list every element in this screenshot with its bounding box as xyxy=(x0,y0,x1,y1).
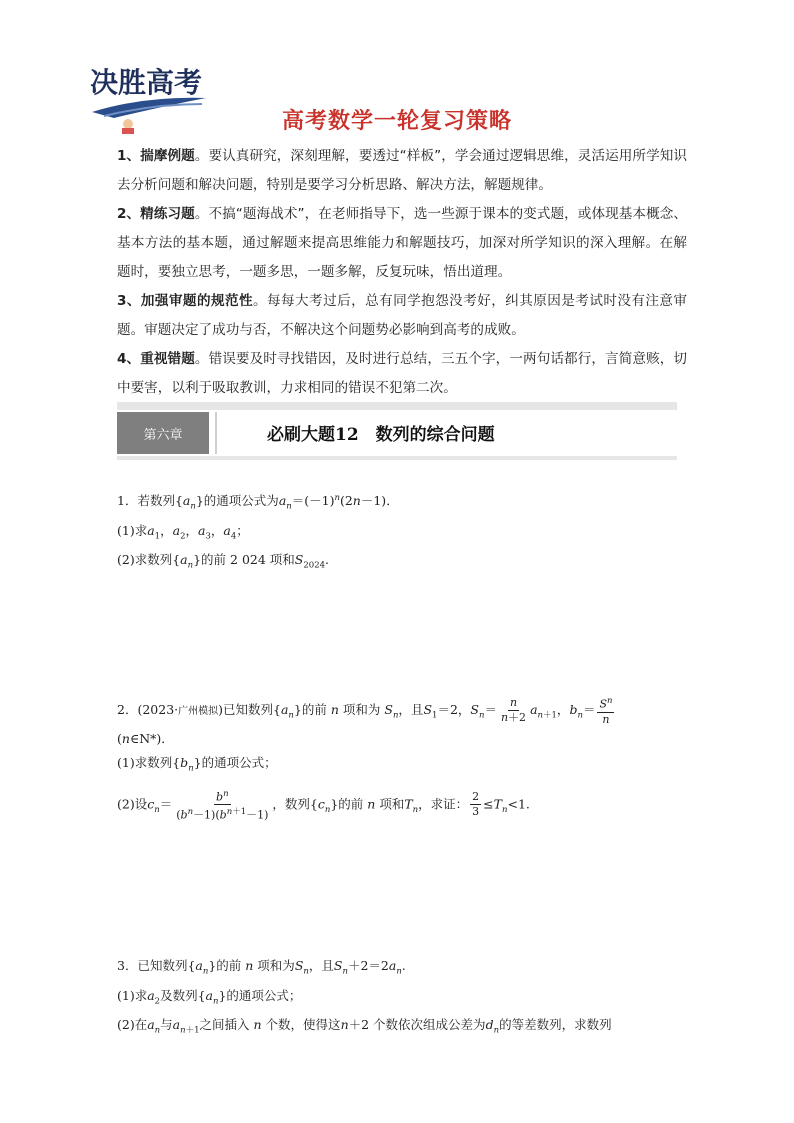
question-2 xyxy=(117,694,682,823)
q1-stem: 1．若数列$\{a_n\}$的通项公式为$a_n=(-1)^n(2n-1)$． xyxy=(117,493,399,512)
banner-bottom-rule xyxy=(117,456,677,460)
q1-part-2: (2)求数列$\{a_n\}$的前 2 024 项和$S_{2024}$. xyxy=(117,552,329,571)
chapter-banner xyxy=(117,402,677,460)
q1-part-1: (1)求$a_1$，$a_2$，$a_3$，$a_4$； xyxy=(117,522,249,542)
q2-part-1: (1)求数列$\{b_n\}$的通项公式； xyxy=(117,755,277,774)
q2-stem-cont: (n∈N*)． xyxy=(117,731,174,747)
document-title: 高考数学一轮复习策略 xyxy=(281,109,512,134)
q3-stem: 3．已知数列$\{a_n\}$的前 n 项和为$S_n$，且$S_n+2=2a_n$. xyxy=(117,958,406,977)
banner-top-rule xyxy=(117,402,677,410)
chapter-tab: 第六章 xyxy=(117,412,209,454)
question-3 xyxy=(117,954,682,1043)
q3-part-2: (2)在$a_n$与$a_{n+1}$之间插入 n 个数，使得这n＋2 个数依次组成公差为$d_n$的等差数列，求数列 xyxy=(117,1017,612,1036)
banner-divider xyxy=(215,412,217,454)
tip-1: 1、揣摩例题。要认真研究，深刻理解，要透过“样板”，学会通过逻辑思维，灵活运用所学知识去分析问题和解决问题，特别是要学习分析思路、解决方法，解题规律。 xyxy=(117,148,687,193)
tip-2: 2、精练习题。不搞“题海战术”，在老师指导下，选一些源于课本的变式题，或体现基本概念、基本方法的基本题，通过解题来提高思维能力和解题技巧，加深对所学知识的深入理解。在解题时，要独立思考，一题多思，一题多解，反复玩味，悟出道理。 xyxy=(117,206,687,280)
logo-text: 决胜高考 xyxy=(90,66,203,99)
q2-part-2: (2)设$c_n=$ $\frac{b^n}{(b^n-1)(b^{n+1}-1)}$ ，数列$\{c_n\}$的前 n 项和$T_n$，求证： $\frac{2}{3}$ $\le T_n<1$. xyxy=(117,788,530,823)
q3-part-1: (1)求$a_2$及数列$\{a_n\}$的通项公式； xyxy=(117,987,302,1006)
study-tips xyxy=(117,142,687,403)
chapter-title: 必刷大题12 数列的综合问题 xyxy=(267,425,495,445)
tip-4: 4、重视错题。错误要及时寻找错因，及时进行总结，三五个字，一两句话都行，言简意赅，切中要害，以利于吸取教训，力求相同的错误不犯第二次。 xyxy=(117,351,687,396)
question-1 xyxy=(117,486,682,578)
tip-3: 3、加强审题的规范性。每每大考过后，总有同学抱怨没考好，纠其原因是考试时没有注意审题。审题决定了成功与否，不解决这个问题势必影响到高考的成败。 xyxy=(117,293,687,338)
q2-stem: 2．(2023·广州模拟)已知数列$\{a_n\}$的前 n 项和为 $S_n$，且$S_1=2$，$S_n=$ $\frac{n}{n+2}$ $a_{n+1}$，$b_n=$ $\frac{S^n}{n}$ xyxy=(117,695,613,726)
